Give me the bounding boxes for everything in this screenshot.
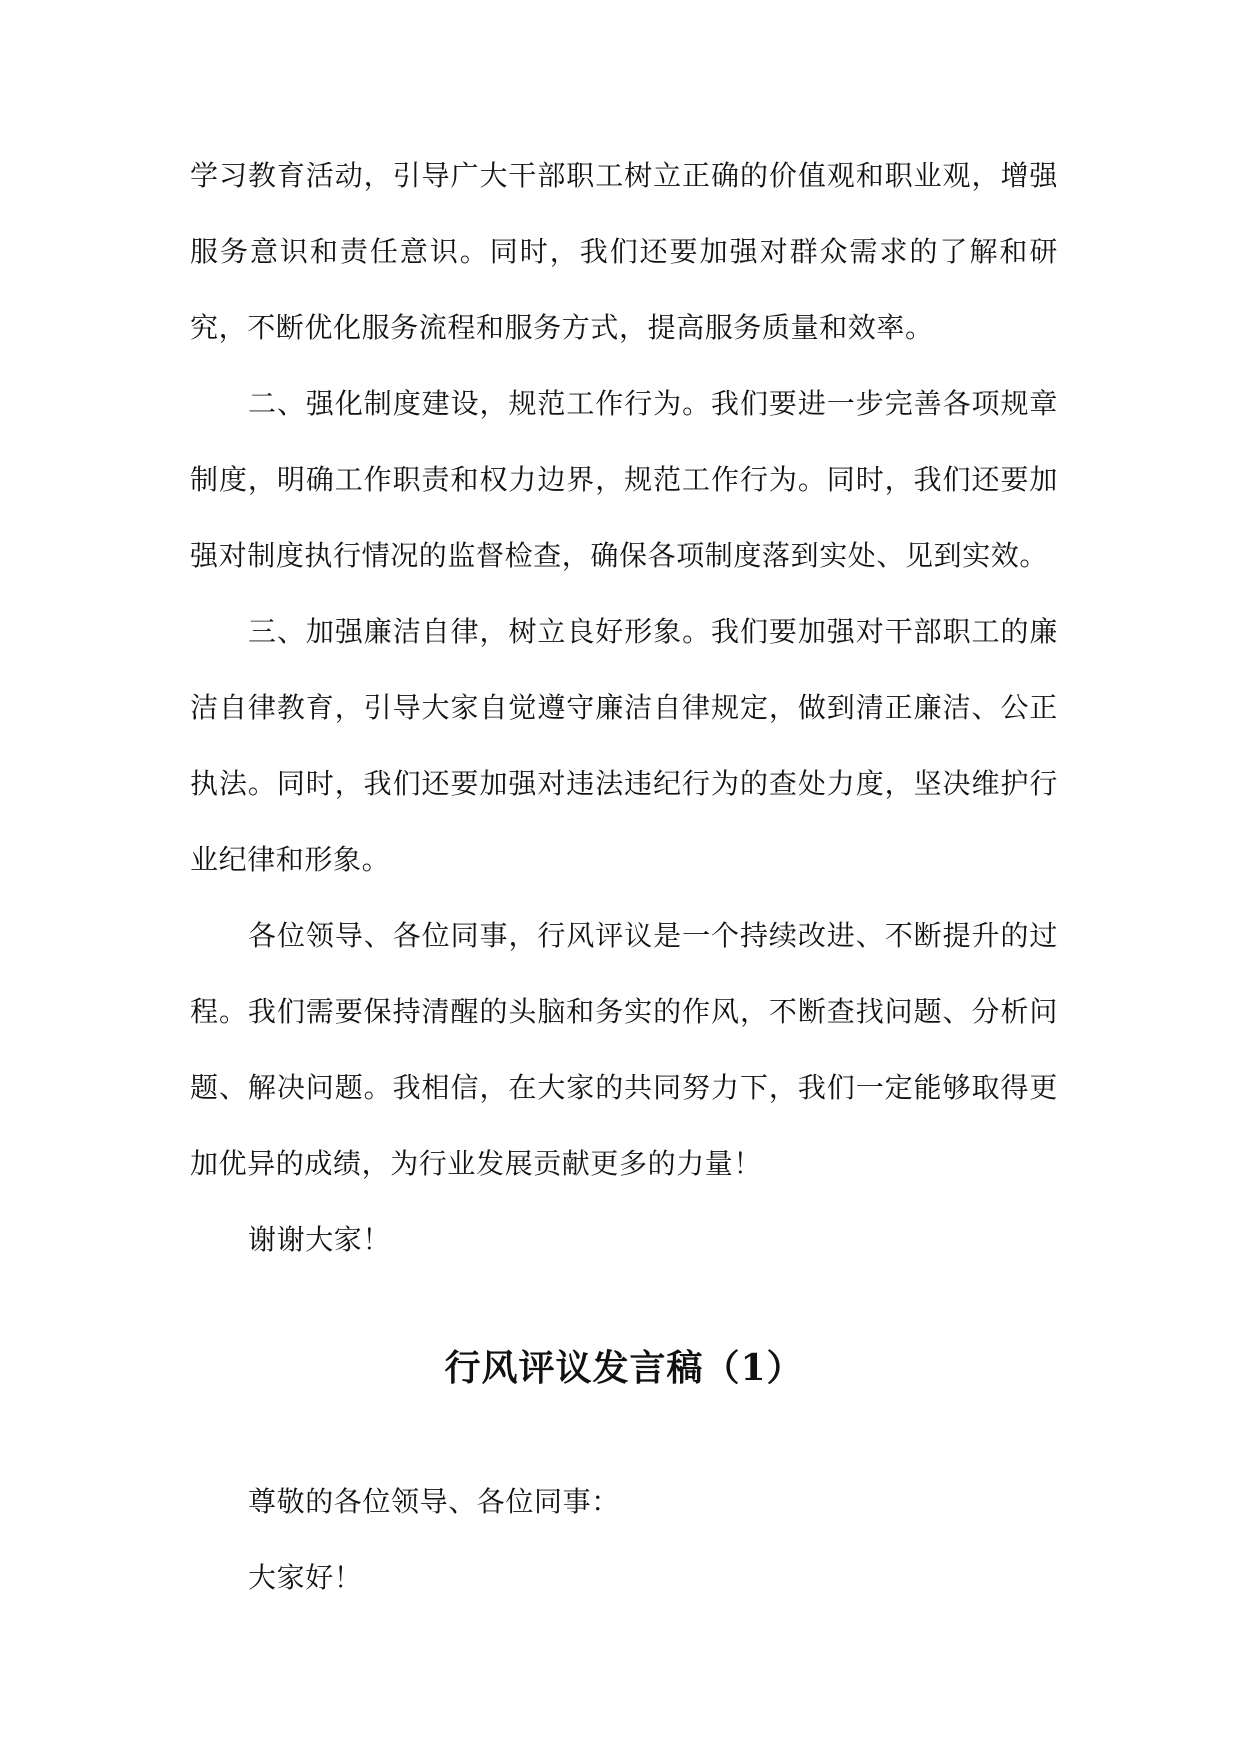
paragraph-continuation: 学习教育活动，引导广大干部职工树立正确的价值观和职业观，增强服务意识和责任意识。同时，我们还要加强对群众需求的了解和研究，不断优化服务流程和服务方式，提高服务质量和效率。 bbox=[190, 159, 1058, 344]
document-title: 行风评议发言稿（1） bbox=[444, 1347, 804, 1389]
paragraph-section-two: 二、强化制度建设，规范工作行为。我们要进一步完善各项规章制度，明确工作职责和权力边界，规范工作行为。同时，我们还要加强对制度执行情况的监督检查，确保各项制度落到实处、见到实效。 bbox=[190, 387, 1058, 572]
paragraph-salutation: 尊敬的各位领导、各位同事： bbox=[248, 1485, 620, 1518]
paragraph-closing: 各位领导、各位同事，行风评议是一个持续改进、不断提升的过程。我们需要保持清醒的头脑和务实的作风，不断查找问题、分析问题、解决问题。我相信，在大家的共同努力下，我们一定能够取得更加优异的成绩，为行业发展贡献更多的力量！ bbox=[190, 919, 1058, 1180]
paragraph-section-three: 三、加强廉洁自律，树立良好形象。我们要加强对干部职工的廉洁自律教育，引导大家自觉遵守廉洁自律规定，做到清正廉洁、公正执法。同时，我们还要加强对违法违纪行为的查处力度，坚决维护行业纪律和形象。 bbox=[190, 615, 1058, 876]
document-body bbox=[190, 138, 1058, 1616]
paragraph-greeting: 大家好！ bbox=[248, 1561, 363, 1594]
paragraph-thanks: 谢谢大家！ bbox=[248, 1223, 392, 1256]
